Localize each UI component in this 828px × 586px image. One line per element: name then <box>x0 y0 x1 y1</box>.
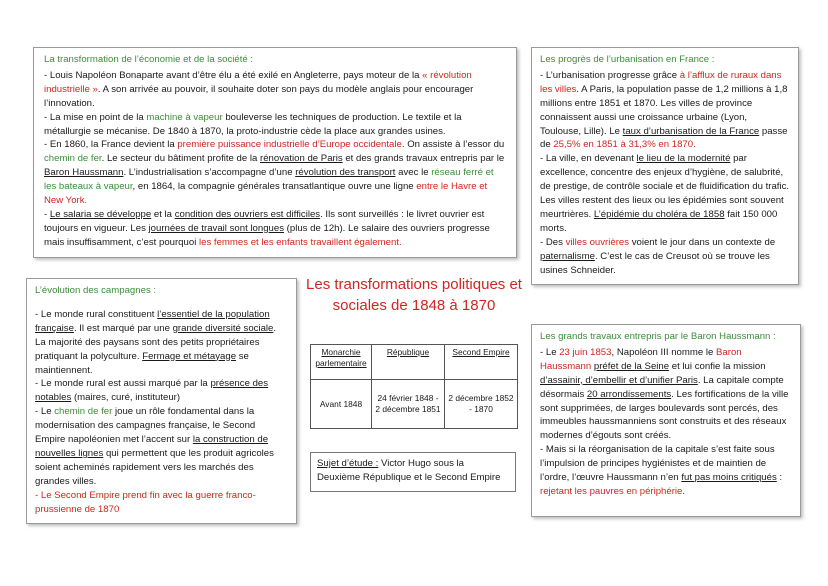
economy-heading: La transformation de l’économie et de la société : <box>44 54 254 65</box>
timeline-date-monarchie: Avant 1848 <box>311 380 372 429</box>
page-title: Les transformations politiques et sociales de 1848 à 1870 <box>306 276 522 314</box>
haussmann-heading: Les grands travaux entrepris par le Baron Haussmann : <box>540 331 776 342</box>
timeline-date-republique: 24 février 1848 - 2 décembre 1851 <box>372 380 445 429</box>
urbanization-paragraph-3: - Des villes ouvrières voient le jour dans un contexte de paternalisme. C’est le cas de Creusot où se trouve les usines Schneider. <box>540 236 776 276</box>
haussmann-box <box>531 324 801 517</box>
timeline-header-republique: République <box>386 347 430 357</box>
economy-paragraph-1: - Louis Napoléon Bonaparte avant d’être élu a été exilé en Angleterre, pays moteur de la « révolution industrielle ». A son arrivée au pouvoir, il souhaite doter son pays du modèle anglais pour encourager l’innovation. <box>44 69 474 109</box>
countryside-paragraph-2: - Le monde rural est aussi marqué par la présence des notables (maires, curé, instituteur) <box>35 378 269 404</box>
urbanization-paragraph-1: - L’urbanisation progresse grâce à l’afflux de ruraux dans les villes. A Paris, la population passe de 1,2 millions à 1,8 millions entre 1851 et 1870. Les villes de province connaissent aussi une croissance urbaine (Lyon, Toulouse, Lille). Le taux d’urbanisation de la France passe de 25,5% en 1851 à 31,3% en 1870. <box>540 69 788 151</box>
timeline-header-monarchie: Monarchie parlementaire <box>315 347 367 368</box>
economy-society-box <box>33 47 517 258</box>
economy-paragraph-2: - La mise en point de la machine à vapeur bouleverse les techniques de production. Le textile et la métallurgie se mécanise. De 1840 à 1870, la proto-industrie cède la place aux grandes usines. <box>44 111 462 137</box>
urbanization-heading: Les progrès de l’urbanisation en France : <box>540 54 715 65</box>
countryside-box <box>26 278 297 524</box>
haussmann-paragraph-2: - Mais si la réorganisation de la capitale s’est faite sous l’impulsion de principes hygiénistes et de maintien de l’ordre, l’œuvre Haussmann n’en fut pas moins critiqués : rejetant les pauvres en périphérie. <box>540 444 783 497</box>
countryside-heading: L’évolution des campagnes : <box>35 285 157 296</box>
urbanization-box <box>531 47 799 285</box>
timeline-date-empire: 2 décembre 1852 - 1870 <box>445 380 518 429</box>
economy-paragraph-4: - Le salaria se développe et la condition des ouvriers est difficiles. Ils sont surveillés : le livret ouvrier est toujours en vigueur. Les journées de travail sont longues (plus de 12h). Le salaire des ouvriers progresse mais insuffisamment, c’est pourquoi les femmes et les enfants travaillent également. <box>44 208 490 248</box>
countryside-paragraph-4: - Le Second Empire prend fin avec la guerre franco-prussienne de 1870 <box>35 489 256 515</box>
countryside-paragraph-1: - Le monde rural constituent l’essentiel de la population française. Il est marqué par une grande diversité sociale. La majorité des paysans sont des petits propriétaires pratiquant la polyculture. Fermage et métayage se maintiennent. <box>35 308 277 376</box>
urbanization-paragraph-2: - La ville, en devenant le lieu de la modernité par excellence, concentre des enjeux d’hygiène, de salubrité, de prestige, de contrôle sociale et de fluidification du trafic. Les villes restent des lieux ou les épidémies sont souvent meurtrières. L’épidémie du choléra de 1858 fait 150 000 morts. <box>540 153 790 234</box>
study-subject-label: Sujet d’étude : <box>317 458 379 469</box>
countryside-paragraph-3: - Le chemin de fer joue un rôle fondamental dans la modernisation des campagnes française, le Second Empire napoléonien met l’accent sur la construction de nouvelles lignes qui permettent que les produit agricoles soient acheminés rapidement vers les marchés des grandes villes. <box>35 406 274 487</box>
study-subject-box <box>310 452 516 492</box>
regime-timeline-table <box>310 344 518 429</box>
timeline-header-empire: Second Empire <box>452 347 510 357</box>
economy-paragraph-3: - En 1860, la France devient la première puissance industrielle d’Europe occidentale. On assiste à l’essor du chemin de fer. Le secteur du bâtiment profite de la rénovation de Paris et des grands travaux entrepris par le Baron Haussmann. L’industrialisation s’accompagne d’une révolution des transport avec le réseau ferré et les bateaux à vapeur, en 1864, la compagnie générales transatlantique ouvre une ligne entre le Havre et New York. <box>44 139 505 207</box>
haussmann-paragraph-1: - Le 23 juin 1853, Napoléon III nomme le Baron Haussmann préfet de la Seine et lui confie la mission d’assainir, d’embellir et d’unifier Paris. La capitale compte désormais 20 arrondissements. Les fortifications de la ville sont supprimées, de larges boulevards sont percés, des immeubles haussmanniens sont construits et des réseaux modernes d’égouts sont créés. <box>540 346 789 442</box>
study-subject-text: Victor Hugo sous la Deuxième République et le Second Empire <box>317 458 501 483</box>
